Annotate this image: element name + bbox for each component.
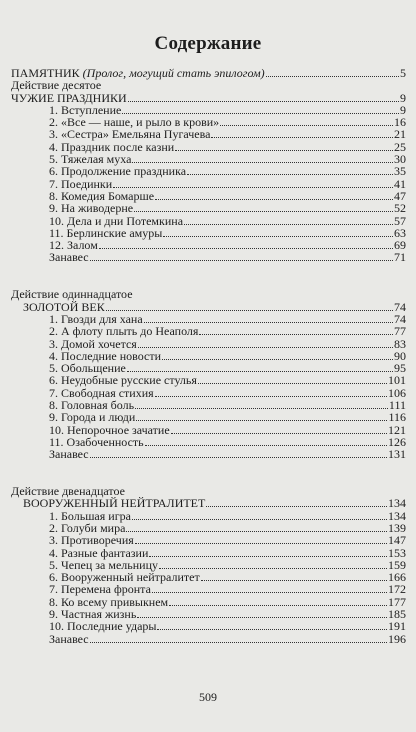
dot-leader <box>106 310 393 311</box>
dot-leader <box>127 371 393 372</box>
toc-entry-label: Занавес <box>49 250 89 265</box>
toc-entry-part <box>11 497 406 509</box>
toc-page-number: 111 <box>388 398 406 413</box>
toc-entry-chapter <box>11 215 406 227</box>
dot-leader <box>175 150 393 151</box>
toc-page-number: 121 <box>388 422 406 437</box>
toc-page-number: 21 <box>394 127 406 142</box>
toc-entry-label: Занавес <box>49 447 89 462</box>
toc-page-number: 134 <box>388 508 406 523</box>
toc-entry-label: 6. Неудобные русские стулья <box>49 373 197 388</box>
toc-entry-label: ПАМЯТНИК <box>11 66 80 80</box>
toc-entry-label: 3. Противоречия <box>49 533 134 548</box>
dot-leader <box>113 187 393 188</box>
toc-page-number: 166 <box>388 570 406 585</box>
toc-entry-label: 9. На живодерне <box>49 201 134 216</box>
toc-page-number: 106 <box>388 385 406 400</box>
toc-entry-label: 4. Разные фантазии <box>49 545 149 560</box>
dot-leader <box>122 113 399 114</box>
table-of-contents <box>11 67 406 645</box>
toc-page-number: 131 <box>388 447 406 462</box>
toc-page-number: 185 <box>388 607 406 622</box>
toc-page-number: 63 <box>394 225 406 240</box>
toc-entry-label: 1. Вступление <box>49 102 122 117</box>
toc-entry-label: 10. Дела и дни Потемкина <box>49 213 184 228</box>
toc-entry-chapter <box>11 202 406 214</box>
toc-page-number: 5 <box>400 66 406 80</box>
toc-entry-curtain <box>11 251 406 263</box>
dot-leader <box>155 199 393 200</box>
dot-leader <box>159 568 387 569</box>
toc-page-number: 74 <box>394 311 406 326</box>
toc-entry-label: ВООРУЖЕННЫЙ НЕЙТРАЛИТЕТ <box>23 496 206 511</box>
toc-entry-chapter <box>11 534 406 546</box>
toc-page-number: 126 <box>388 434 406 449</box>
page-number: 509 <box>199 690 217 704</box>
dot-leader <box>266 76 399 77</box>
dot-leader <box>155 396 387 397</box>
toc-entry-label: 11. Озабоченность <box>49 434 144 449</box>
toc-entry-label: 3. «Сестра» Емельяна Пугачева <box>49 127 211 142</box>
toc-page-number: 177 <box>388 594 406 609</box>
toc-entry-chapter <box>11 583 406 595</box>
toc-page-number: 153 <box>388 545 406 560</box>
toc-entry-label: 4. Последние новости <box>49 348 162 363</box>
toc-entry-label: 1. Большая игра <box>49 508 131 523</box>
dot-leader <box>132 519 387 520</box>
toc-page-number: 116 <box>388 410 406 425</box>
dot-leader <box>206 506 387 507</box>
act-heading <box>11 288 406 300</box>
dot-leader <box>163 236 393 237</box>
dot-leader <box>149 556 387 557</box>
toc-page-number: 25 <box>394 139 406 154</box>
toc-page-number: 16 <box>394 115 406 130</box>
dot-leader <box>157 629 387 630</box>
toc-page-number: 134 <box>388 496 406 511</box>
section-spacer <box>11 461 406 486</box>
toc-page-number: 77 <box>394 324 406 339</box>
toc-entry-curtain <box>11 633 406 645</box>
toc-page-number: 30 <box>394 152 406 167</box>
toc-page-number: 9 <box>400 90 406 105</box>
dot-leader <box>184 224 393 225</box>
toc-entry-label: 11. Берлинские амуры <box>49 225 163 240</box>
toc-entry-curtain <box>11 448 406 460</box>
toc-entry-label: 2. А флоту плыть до Неаполя <box>49 324 199 339</box>
toc-page-number: 159 <box>388 557 406 572</box>
toc-entry-label: 2. Голуби мира <box>49 520 126 535</box>
toc-entry-label: 1. Гвозди для хана <box>49 311 143 326</box>
act-heading <box>11 79 406 91</box>
toc-page-number: 69 <box>394 238 406 253</box>
dot-leader <box>135 408 388 409</box>
dot-leader <box>198 383 387 384</box>
dot-leader <box>90 457 387 458</box>
dot-leader <box>144 322 393 323</box>
dot-leader <box>171 433 387 434</box>
toc-entry-chapter <box>11 411 406 423</box>
toc-page-number: 90 <box>394 348 406 363</box>
toc-entry-label: Занавес <box>49 631 89 646</box>
dot-leader <box>128 101 399 102</box>
toc-entry-chapter <box>11 374 406 386</box>
dot-leader <box>137 617 387 618</box>
dot-leader <box>90 260 393 261</box>
dot-leader <box>126 531 387 532</box>
toc-page-number: 191 <box>388 619 406 634</box>
toc-entry-label: 4. Праздник после казни <box>49 139 175 154</box>
toc-entry-label: 6. Вооруженный нейтралитет <box>49 570 200 585</box>
toc-page-number: 83 <box>394 336 406 351</box>
toc-entry-subtitle: (Пролог, могущий стать эпилогом) <box>82 66 265 80</box>
toc-page-number: 139 <box>388 520 406 535</box>
toc-page-number: 57 <box>394 213 406 228</box>
toc-page-number: 147 <box>388 533 406 548</box>
toc-entry-label: Действие двенадцатое <box>11 484 125 499</box>
toc-page-number: 172 <box>388 582 406 597</box>
toc-entry-label: 3. Домой хочется <box>49 336 137 351</box>
toc-page-number: 9 <box>400 102 406 117</box>
section-spacer <box>11 264 406 289</box>
toc-page-number: 35 <box>394 164 406 179</box>
dot-leader <box>169 605 387 606</box>
toc-entry-label: 12. Залом <box>49 238 98 253</box>
toc-entry-label: 8. Головная боль <box>49 398 135 413</box>
toc-entry-label: 9. Частная жизнь <box>49 607 137 622</box>
dot-leader <box>132 162 393 163</box>
toc-entry-label: ЧУЖИЕ ПРАЗДНИКИ <box>11 90 127 105</box>
toc-entry-chapter <box>11 325 406 337</box>
dot-leader <box>134 211 393 212</box>
toc-entry-label: 8. Комедия Бомарше <box>49 188 155 203</box>
toc-entry-label: Действие десятое <box>11 78 102 93</box>
dot-leader <box>162 359 393 360</box>
toc-page-number: 74 <box>394 299 406 314</box>
toc-page-number: 101 <box>388 373 406 388</box>
toc-page-number: 196 <box>388 631 406 646</box>
dot-leader <box>138 347 393 348</box>
dot-leader <box>211 137 393 138</box>
dot-leader <box>90 642 387 643</box>
toc-entry-label: 6. Продолжение праздника <box>49 164 187 179</box>
dot-leader <box>145 445 387 446</box>
dot-leader <box>199 334 393 335</box>
toc-page-number: 41 <box>394 176 406 191</box>
dot-leader <box>220 125 393 126</box>
toc-page-number: 95 <box>394 361 406 376</box>
toc-page-number: 71 <box>394 250 406 265</box>
toc-entry-chapter <box>11 338 406 350</box>
page-title: Содержание <box>154 33 262 54</box>
acts-container <box>11 79 406 645</box>
dot-leader <box>99 248 393 249</box>
toc-entry-label: 9. Города и люди <box>49 410 136 425</box>
toc-entry-label: 10. Непорочное зачатие <box>49 422 170 437</box>
toc-page-number: 52 <box>394 201 406 216</box>
toc-entry-label: 8. Ко всему привыкнем <box>49 594 169 609</box>
toc-entry-label: Действие одиннадцатое <box>11 287 133 302</box>
toc-entry-label: 5. Обольщение <box>49 361 126 376</box>
toc-entry-label: ЗОЛОТОЙ ВЕК <box>23 299 105 314</box>
dot-leader <box>152 592 387 593</box>
toc-entry-label: 7. Поединки <box>49 176 113 191</box>
toc-entry-label: 7. Свободная стихия <box>49 385 154 400</box>
toc-page-number: 47 <box>394 188 406 203</box>
dot-leader <box>135 543 387 544</box>
toc-entry-label: 5. Чепец за мельницу <box>49 557 159 572</box>
toc-entry-chapter <box>11 128 406 140</box>
toc-entry-label: 10. Последние удары <box>49 619 157 634</box>
toc-entry-label: 2. «Все — наше, и рыло в крови» <box>49 115 220 130</box>
dot-leader <box>187 174 393 175</box>
toc-entry-label: 5. Тяжелая муха <box>49 152 132 167</box>
toc-entry-chapter <box>11 620 406 632</box>
dot-leader <box>201 580 387 581</box>
dot-leader <box>136 420 387 421</box>
toc-entry-chapter <box>11 165 406 177</box>
toc-entry-label: 7. Перемена фронта <box>49 582 151 597</box>
